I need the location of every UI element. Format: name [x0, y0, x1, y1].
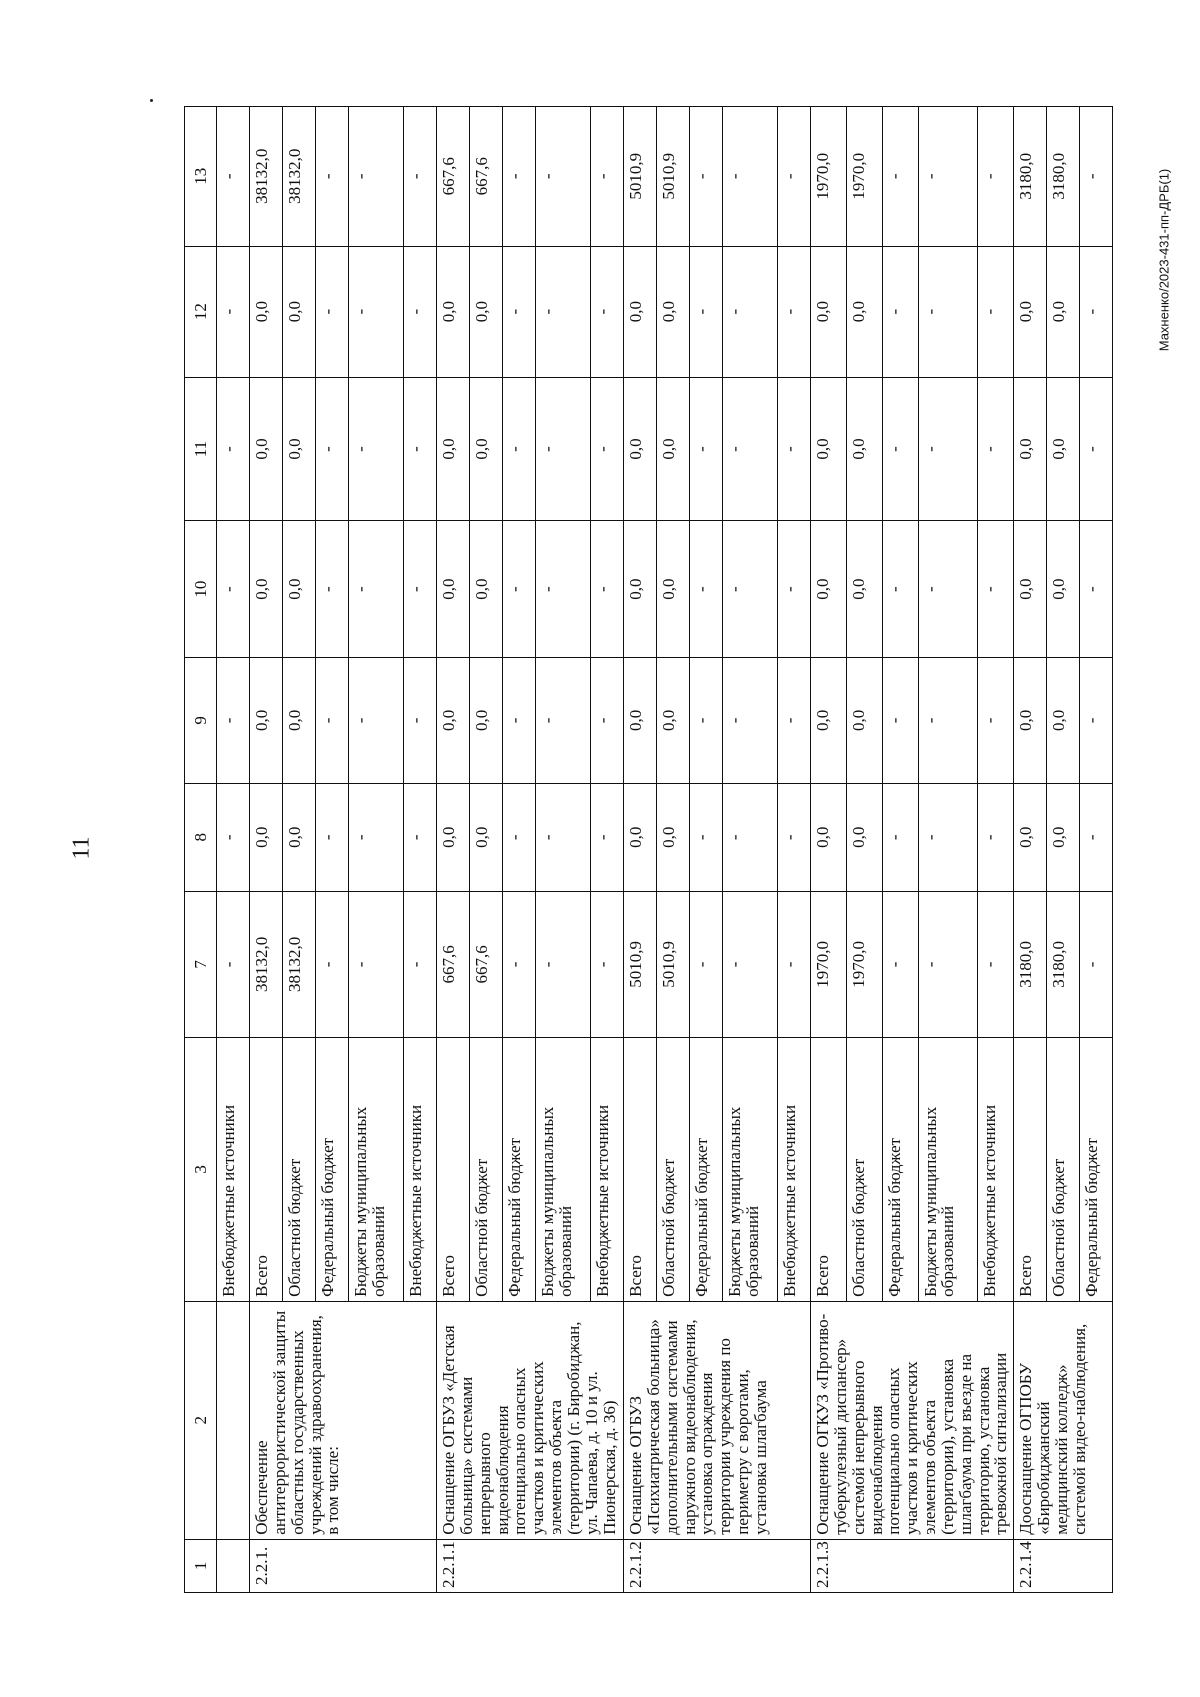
value-cell: - [503, 521, 536, 658]
source-cell: Всего [1014, 1038, 1047, 1302]
value-cell: 0,0 [846, 246, 882, 377]
value-cell: - [349, 521, 404, 658]
value-cell: 0,0 [470, 521, 503, 658]
source-cell: Всего [624, 1038, 657, 1302]
value-cell: 0,0 [657, 521, 690, 658]
value-cell: - [536, 657, 591, 783]
value-cell: - [349, 891, 404, 1037]
source-cell: Областной бюджет [470, 1038, 503, 1302]
value-cell: 0,0 [1014, 521, 1047, 658]
value-cell: - [1080, 891, 1113, 1037]
page-number: 11 [68, 836, 95, 860]
value-cell: - [316, 521, 349, 658]
value-cell: 0,0 [1047, 657, 1080, 783]
value-cell: - [217, 107, 250, 247]
value-cell: - [690, 657, 723, 783]
value-cell: - [690, 107, 723, 247]
value-cell: - [1080, 377, 1113, 521]
value-cell: - [882, 521, 918, 658]
value-cell: - [591, 657, 624, 783]
header-cell: 1 [185, 1539, 217, 1592]
source-cell: Областной бюджет [1047, 1038, 1080, 1302]
value-cell: - [918, 107, 978, 247]
value-cell: - [536, 521, 591, 658]
value-cell: - [723, 377, 778, 521]
value-cell: 0,0 [283, 783, 316, 891]
value-cell: 0,0 [1014, 246, 1047, 377]
value-cell: 0,0 [624, 246, 657, 377]
value-cell: 0,0 [250, 521, 283, 658]
source-cell: Федеральный бюджет [316, 1038, 349, 1302]
value-cell: 0,0 [437, 783, 470, 891]
source-cell: Бюджеты муниципальных образований [918, 1038, 978, 1302]
value-cell: 0,0 [846, 783, 882, 891]
value-cell: 0,0 [811, 246, 847, 377]
item-code: 2.2.1.4 [1014, 1539, 1113, 1592]
value-cell: - [778, 377, 811, 521]
value-cell: 1970,0 [846, 107, 882, 247]
value-cell: 0,0 [1047, 377, 1080, 521]
source-cell: Областной бюджет [846, 1038, 882, 1302]
value-cell: - [918, 891, 978, 1037]
header-cell: 3 [185, 1038, 217, 1302]
value-cell: 0,0 [811, 783, 847, 891]
value-cell: - [503, 107, 536, 247]
header-cell: 13 [185, 107, 217, 247]
value-cell: - [349, 783, 404, 891]
value-cell: - [404, 783, 437, 891]
header-cell: 2 [185, 1301, 217, 1539]
item-title: Оснащение ОГКУЗ «Противо-туберкулезный диспансер» системой непрерывного видеонаблюдения потенциально опасных участков и критических элементов объекта (территории), установка шлагбаума при въезде на территорию, установка тревожной сигнализации [811, 1301, 1014, 1539]
value-cell: - [316, 783, 349, 891]
value-cell: - [503, 891, 536, 1037]
value-cell: - [349, 657, 404, 783]
value-cell: - [723, 783, 778, 891]
value-cell: - [404, 107, 437, 247]
table-row [1014, 107, 1047, 1593]
source-cell: Всего [250, 1038, 283, 1302]
value-cell: - [882, 783, 918, 891]
source-cell: Бюджеты муниципальных образований [723, 1038, 778, 1302]
value-cell: - [217, 377, 250, 521]
source-cell: Федеральный бюджет [503, 1038, 536, 1302]
value-cell: - [882, 657, 918, 783]
value-cell: 0,0 [657, 246, 690, 377]
value-cell: - [591, 107, 624, 247]
value-cell: 0,0 [250, 246, 283, 377]
value-cell: - [918, 246, 978, 377]
value-cell: - [778, 657, 811, 783]
value-cell: 0,0 [437, 657, 470, 783]
value-cell: - [316, 246, 349, 377]
value-cell: 0,0 [470, 783, 503, 891]
value-cell: 3180,0 [1014, 107, 1047, 247]
value-cell: - [882, 377, 918, 521]
item-code: 2.2.1. [250, 1539, 437, 1592]
value-cell: 3180,0 [1047, 891, 1080, 1037]
value-cell: - [591, 521, 624, 658]
header-cell: 9 [185, 657, 217, 783]
table-row [437, 107, 470, 1593]
value-cell: - [723, 246, 778, 377]
footer-code: Махненко/2023-431-пп-ДРБ(1) [1156, 168, 1172, 352]
source-cell: Бюджеты муниципальных образований [349, 1038, 404, 1302]
item-code: 2.2.1.1 [437, 1539, 624, 1592]
item-title: Оснащение ОГБУЗ «Психиатрическая больница» дополнительными системами наружного видеонаблюдения, установка ограждения территории учреждения по периметру с воротами, установка шлагбаума [624, 1301, 811, 1539]
header-cell: 12 [185, 246, 217, 377]
value-cell: 38132,0 [250, 891, 283, 1037]
value-cell: 0,0 [624, 521, 657, 658]
header-cell: 11 [185, 377, 217, 521]
value-cell: - [536, 377, 591, 521]
value-cell: - [778, 891, 811, 1037]
value-cell: - [217, 891, 250, 1037]
value-cell: 667,6 [470, 891, 503, 1037]
value-cell: 667,6 [437, 107, 470, 247]
item-title: Обеспечение антитеррористической защиты областных государственных учреждений здравоохранения, в том числе: [250, 1301, 437, 1539]
value-cell: 0,0 [657, 657, 690, 783]
value-cell: - [978, 891, 1014, 1037]
value-cell: 0,0 [846, 377, 882, 521]
value-cell: 0,0 [437, 377, 470, 521]
value-cell: 0,0 [657, 783, 690, 891]
value-cell: 667,6 [470, 107, 503, 247]
value-cell: - [978, 377, 1014, 521]
value-cell: 0,0 [1014, 783, 1047, 891]
value-cell: 667,6 [437, 891, 470, 1037]
value-cell: 0,0 [1047, 246, 1080, 377]
value-cell: 0,0 [1047, 521, 1080, 658]
header-cell: 8 [185, 783, 217, 891]
value-cell: - [723, 521, 778, 658]
value-cell: - [536, 246, 591, 377]
value-cell: - [882, 246, 918, 377]
source-cell: Внебюджетные источники [591, 1038, 624, 1302]
value-cell: 0,0 [657, 377, 690, 521]
value-cell: - [690, 246, 723, 377]
value-cell: - [1080, 783, 1113, 891]
value-cell: - [536, 107, 591, 247]
value-cell: 3180,0 [1014, 891, 1047, 1037]
value-cell: - [503, 783, 536, 891]
value-cell: 38132,0 [283, 891, 316, 1037]
table-row [250, 107, 283, 1593]
value-cell: 0,0 [283, 246, 316, 377]
value-cell: - [978, 107, 1014, 247]
value-cell: 0,0 [250, 783, 283, 891]
value-cell: 1970,0 [811, 891, 847, 1037]
value-cell: - [778, 783, 811, 891]
value-cell: - [690, 377, 723, 521]
source-cell: Всего [437, 1038, 470, 1302]
source-cell: Внебюджетные источники [404, 1038, 437, 1302]
value-cell: 0,0 [283, 521, 316, 658]
value-cell: - [217, 783, 250, 891]
value-cell: 5010,9 [657, 891, 690, 1037]
value-cell: 38132,0 [250, 107, 283, 247]
header-cell: 10 [185, 521, 217, 658]
budget-table-wrapper [184, 106, 1113, 1593]
value-cell: 0,0 [250, 377, 283, 521]
item-title: Дооснащение ОГПОБУ «Биробиджанский медицинский колледж» системой видео-наблюдения, [1014, 1301, 1113, 1539]
source-cell: Внебюджетные источники [978, 1038, 1014, 1302]
value-cell: 1970,0 [811, 107, 847, 247]
value-cell: - [404, 377, 437, 521]
value-cell: - [778, 521, 811, 658]
value-cell: 0,0 [250, 657, 283, 783]
value-cell: - [349, 377, 404, 521]
source-cell: Федеральный бюджет [882, 1038, 918, 1302]
table-row [624, 107, 657, 1593]
value-cell: - [591, 891, 624, 1037]
code-cell [217, 1539, 250, 1592]
value-cell: 0,0 [470, 246, 503, 377]
value-cell: - [349, 246, 404, 377]
value-cell: 0,0 [283, 377, 316, 521]
value-cell: 1970,0 [846, 891, 882, 1037]
value-cell: 0,0 [283, 657, 316, 783]
value-cell: - [1080, 107, 1113, 247]
value-cell: - [978, 783, 1014, 891]
budget-table [184, 106, 1113, 1593]
value-cell: - [918, 783, 978, 891]
value-cell: 0,0 [624, 783, 657, 891]
value-cell: - [918, 377, 978, 521]
value-cell: - [591, 377, 624, 521]
value-cell: - [882, 891, 918, 1037]
value-cell: 5010,9 [624, 107, 657, 247]
source-cell: Внебюджетные источники [217, 1038, 250, 1302]
value-cell: 3180,0 [1047, 107, 1080, 247]
table-row [217, 107, 250, 1593]
value-cell: 0,0 [1014, 657, 1047, 783]
value-cell: - [723, 107, 778, 247]
value-cell: - [723, 657, 778, 783]
item-code: 2.2.1.2 [624, 1539, 811, 1592]
value-cell: 0,0 [811, 377, 847, 521]
source-cell: Федеральный бюджет [690, 1038, 723, 1302]
value-cell: - [217, 657, 250, 783]
value-cell: - [591, 246, 624, 377]
title-cell [217, 1301, 250, 1539]
value-cell: - [1080, 246, 1113, 377]
value-cell: - [316, 657, 349, 783]
item-title: Оснащение ОГБУЗ «Детская больница» системами непрерывного видеонаблюдения потенциально опасных участков и критических элементов объекта (территории) (г. Биробиджан, ул. Чапаева, д. 10 и ул. Пионерская, д. 36) [437, 1301, 624, 1539]
value-cell: - [316, 891, 349, 1037]
value-cell: 5010,9 [624, 891, 657, 1037]
value-cell: 0,0 [470, 377, 503, 521]
value-cell: 0,0 [437, 521, 470, 658]
value-cell: - [404, 246, 437, 377]
value-cell: 0,0 [811, 657, 847, 783]
value-cell: - [978, 521, 1014, 658]
value-cell: 38132,0 [283, 107, 316, 247]
value-cell: - [503, 657, 536, 783]
value-cell: - [316, 107, 349, 247]
value-cell: - [536, 891, 591, 1037]
value-cell: - [217, 246, 250, 377]
value-cell: - [978, 246, 1014, 377]
value-cell: - [404, 657, 437, 783]
value-cell: 0,0 [846, 657, 882, 783]
value-cell: - [316, 377, 349, 521]
item-code: 2.2.1.3 [811, 1539, 1014, 1592]
value-cell: - [217, 521, 250, 658]
source-cell: Внебюджетные источники [778, 1038, 811, 1302]
value-cell: - [536, 783, 591, 891]
value-cell: - [1080, 657, 1113, 783]
value-cell: 5010,9 [657, 107, 690, 247]
value-cell: 0,0 [624, 657, 657, 783]
source-cell: Бюджеты муниципальных образований [536, 1038, 591, 1302]
value-cell: - [882, 107, 918, 247]
value-cell: - [978, 657, 1014, 783]
value-cell: - [690, 891, 723, 1037]
source-cell: Областной бюджет [283, 1038, 316, 1302]
value-cell: - [690, 783, 723, 891]
table-row [811, 107, 847, 1593]
table-body [185, 107, 1113, 1593]
value-cell: 0,0 [470, 657, 503, 783]
value-cell: - [503, 246, 536, 377]
scan-dot [150, 99, 153, 102]
value-cell: - [591, 783, 624, 891]
value-cell: - [404, 891, 437, 1037]
value-cell: - [778, 246, 811, 377]
value-cell: - [918, 657, 978, 783]
value-cell: - [404, 521, 437, 658]
value-cell: - [349, 107, 404, 247]
source-cell: Всего [811, 1038, 847, 1302]
source-cell: Областной бюджет [657, 1038, 690, 1302]
header-row [185, 107, 217, 1593]
value-cell: 0,0 [1014, 377, 1047, 521]
value-cell: - [723, 891, 778, 1037]
value-cell: 0,0 [811, 521, 847, 658]
value-cell: 0,0 [624, 377, 657, 521]
source-cell: Федеральный бюджет [1080, 1038, 1113, 1302]
value-cell: - [918, 521, 978, 658]
value-cell: 0,0 [1047, 783, 1080, 891]
value-cell: - [1080, 521, 1113, 658]
value-cell: - [690, 521, 723, 658]
value-cell: 0,0 [437, 246, 470, 377]
value-cell: 0,0 [846, 521, 882, 658]
header-cell: 7 [185, 891, 217, 1037]
value-cell: - [778, 107, 811, 247]
value-cell: - [503, 377, 536, 521]
